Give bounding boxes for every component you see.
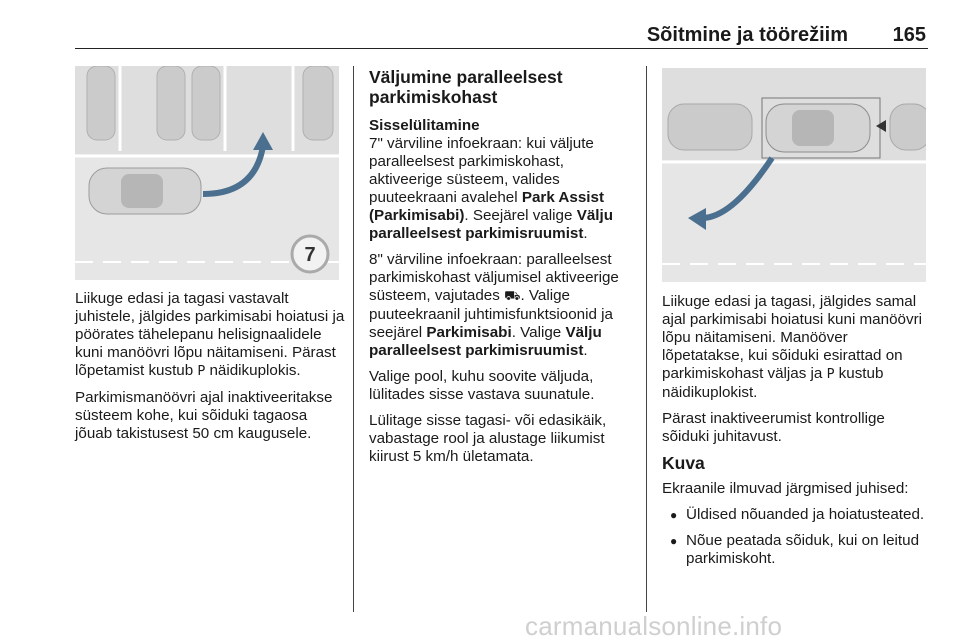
middle-paragraph-3: Valige pool, kuhu soovite väljuda, lülitades sisse vastava suunatule. bbox=[369, 368, 595, 403]
parking-assist-button-icon: ⛟ bbox=[504, 289, 521, 304]
middle-paragraph-2: 8" värviline infoekraan: paralleelsest parkimiskohast väljumisel aktiveerige süsteem, vajutades ⛟. Valige puuteekraanil juhtimisfunktsioonid ja seejärel Parkimisabi. Valige Välju paralleelsest parkimisruumist. bbox=[369, 251, 619, 359]
parking-illustration-left bbox=[75, 66, 339, 280]
middle-paragraph-4: Lülitage sisse tagasi- või edasikäik, vabastage rool ja alustage liikumist kiirust 5 km/h ületamata. bbox=[369, 412, 607, 465]
parking-indicator-icon: P bbox=[826, 367, 835, 382]
figure-badge: 7 bbox=[304, 244, 316, 266]
left-paragraph-1: Liikuge edasi ja tagasi vastavalt juhistele, jälgides parkimisabi hoiatusi ja pöörates tähelepanu helisignaalidele kuni manöövri lõpu näitamiseni. Pärast lõpetamist kustub P näidikuplokis. bbox=[75, 290, 345, 379]
column-divider-left bbox=[353, 66, 354, 612]
section-heading: Väljumine paralleelsest parkimiskohast bbox=[369, 67, 563, 107]
chapter-title: Sõitmine ja töörežiim bbox=[646, 24, 848, 46]
right-paragraph-1: Liikuge edasi ja tagasi, jälgides samal ajal parkimisabi hoiatusi kuni manöövri lõpu näitamiseni. Manööver lõpetatakse, kui sõiduki esirattad on parkimiskohast väljas ja P kustub näidikuplokist. bbox=[662, 293, 922, 401]
parking-indicator-icon: P bbox=[197, 364, 206, 379]
section-subheading: Sisselülitamine bbox=[369, 117, 480, 134]
parking-figure-left bbox=[75, 66, 339, 280]
bullet-item: ● Nõue peatada sõiduk, kui on leitud parkimiskoht. bbox=[662, 532, 932, 568]
left-column bbox=[75, 290, 347, 451]
parking-figure-right bbox=[662, 68, 926, 282]
right-paragraph-2: Pärast inaktiveerumist kontrollige sõiduki juhitavust. bbox=[662, 410, 885, 445]
page-header bbox=[75, 20, 928, 49]
watermark: carmanualsonline.info bbox=[525, 611, 783, 641]
middle-paragraph-1: 7" värviline infoekraan: kui väljute paralleelsest parkimiskohast, aktiveerige süsteem, valides puuteekraani avalehel Park Assist (Parkimisabi). Seejärel valige Välju paralleelsest parkimisruumist. bbox=[369, 135, 613, 242]
display-heading: Kuva bbox=[662, 453, 705, 473]
page-number: 165 bbox=[892, 24, 926, 46]
left-paragraph-2: Parkimismanöövri ajal inaktiveeritakse süsteem kohe, kui sõiduki tagaosa jõuab takistusest 50 cm kaugusele. bbox=[75, 389, 333, 442]
right-paragraph-3: Ekraanile ilmuvad järgmised juhised: bbox=[662, 480, 909, 497]
middle-column bbox=[369, 67, 637, 474]
right-column bbox=[662, 293, 932, 576]
bullet-item: ● Üldised nõuanded ja hoiatusteated. bbox=[662, 506, 932, 524]
parking-illustration-right bbox=[662, 68, 926, 282]
column-divider-right bbox=[646, 66, 647, 612]
